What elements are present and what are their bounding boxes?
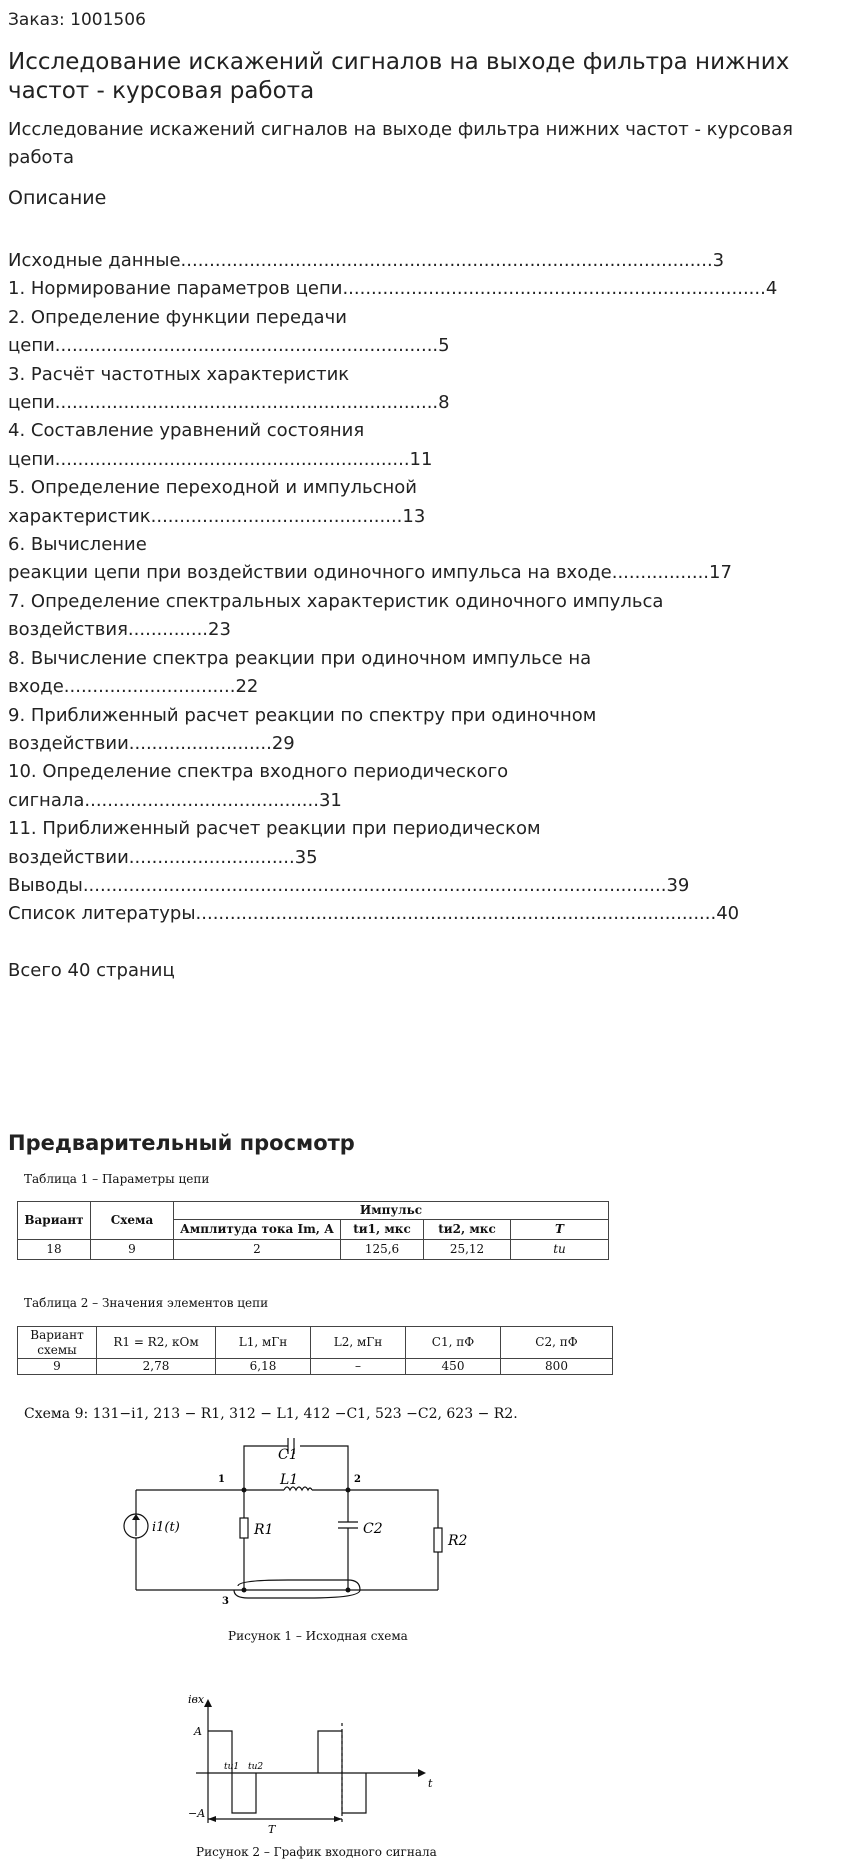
label-c2: C2 bbox=[363, 1521, 383, 1537]
table-row bbox=[18, 1359, 613, 1375]
table1 bbox=[17, 1201, 609, 1260]
table-cell: tи bbox=[511, 1240, 609, 1260]
preview-heading: Предварительный просмотр bbox=[8, 1131, 355, 1155]
total-pages: Всего 40 страниц bbox=[8, 960, 175, 981]
label-r2: R2 bbox=[448, 1533, 468, 1549]
table1-header-variant: Вариант bbox=[18, 1202, 91, 1240]
toc-line: воздействии.............................35 bbox=[8, 846, 318, 868]
graph-ti2-label: tи2 bbox=[248, 1762, 264, 1772]
toc-line: входе..............................22 bbox=[8, 676, 259, 698]
table2-header: Вариант схемы bbox=[18, 1327, 97, 1359]
table1-header-T: T bbox=[511, 1220, 609, 1240]
schema-description: Схема 9: 131−i1, 213 − R1, 312 − L1, 412 −C1, 523 −C2, 623 − R2. bbox=[24, 1406, 518, 1422]
node-label-1: 1 bbox=[218, 1474, 225, 1485]
label-source: i1(t) bbox=[152, 1520, 180, 1535]
circuit-diagram bbox=[108, 1438, 508, 1638]
table-cell: 125,6 bbox=[341, 1240, 424, 1260]
graph-neg-a-label: −A bbox=[188, 1807, 206, 1820]
toc-line: Выводы......................................................................................................39 bbox=[8, 874, 690, 896]
toc-line: Список литературы...........................................................................................40 bbox=[8, 903, 740, 925]
table-cell: 9 bbox=[91, 1240, 174, 1260]
toc-line: 6. Вычисление bbox=[8, 534, 147, 556]
toc-line: 10. Определение спектра входного периодического bbox=[8, 761, 509, 783]
toc-line: 4. Составление уравнений состояния bbox=[8, 420, 365, 442]
table-row bbox=[18, 1240, 609, 1260]
figure1-caption: Рисунок 1 – Исходная схема bbox=[228, 1629, 408, 1643]
table2-header: C1, пФ bbox=[406, 1327, 501, 1359]
table-cell: 2 bbox=[174, 1240, 341, 1260]
table1-header-ti1: tи1, мкс bbox=[341, 1220, 424, 1240]
table2-caption: Таблица 2 – Значения элементов цепи bbox=[24, 1296, 269, 1310]
toc-line: 3. Расчёт частотных характеристик bbox=[8, 363, 350, 385]
table-cell: 450 bbox=[406, 1359, 501, 1375]
table-cell: 6,18 bbox=[216, 1359, 311, 1375]
label-r1: R1 bbox=[254, 1522, 274, 1538]
node-label-3: 3 bbox=[222, 1596, 229, 1607]
toc-line: воздействия..............23 bbox=[8, 619, 231, 641]
table-cell: 25,12 bbox=[424, 1240, 511, 1260]
toc-line: цепи...................................................................5 bbox=[8, 335, 450, 357]
page-title: Исследование искажений сигналов на выходе фильтра нижних частот - курсовая работа bbox=[8, 49, 790, 104]
graph-t-label: t bbox=[428, 1777, 433, 1790]
toc-line: цепи..............................................................11 bbox=[8, 448, 433, 470]
table2-header: L2, мГн bbox=[311, 1327, 406, 1359]
toc-line: характеристик............................................13 bbox=[8, 505, 426, 527]
toc-line: 9. Приближенный расчет реакции по спектру при одиночном bbox=[8, 704, 597, 726]
table-cell: – bbox=[311, 1359, 406, 1375]
table2 bbox=[17, 1326, 613, 1375]
toc-line: 11. Приближенный расчет реакции при периодическом bbox=[8, 818, 541, 840]
table1-caption: Таблица 1 – Параметры цепи bbox=[24, 1172, 210, 1186]
toc-line: 5. Определение переходной и импульсной bbox=[8, 477, 417, 499]
toc-line: воздействии.........................29 bbox=[8, 732, 295, 754]
node-label-2: 2 bbox=[354, 1474, 361, 1485]
table-cell: 18 bbox=[18, 1240, 91, 1260]
label-c1: C1 bbox=[278, 1447, 298, 1463]
input-signal-graph bbox=[188, 1693, 448, 1843]
table-cell: 2,78 bbox=[97, 1359, 216, 1375]
toc-line: цепи...................................................................8 bbox=[8, 392, 450, 414]
graph-period-label: T bbox=[268, 1823, 276, 1836]
toc-line: 2. Определение функции передачи bbox=[8, 306, 347, 328]
order-number: Заказ: 1001506 bbox=[8, 10, 146, 30]
label-l1: L1 bbox=[280, 1472, 299, 1488]
lead-text: Исследование искажений сигналов на выходе фильтра нижних частот - курсовая работа bbox=[8, 119, 794, 168]
graph-y-label: iвх bbox=[188, 1693, 205, 1706]
table2-header: C2, пФ bbox=[501, 1327, 613, 1359]
table2-header: R1 = R2, кОм bbox=[97, 1327, 216, 1359]
table2-header: L1, мГн bbox=[216, 1327, 311, 1359]
toc-line: 1. Нормирование параметров цепи..........................................................................4 bbox=[8, 278, 778, 300]
figure2-caption: Рисунок 2 – График входного сигнала bbox=[196, 1845, 437, 1859]
table1-header-amplitude: Амплитуда тока Im, А bbox=[174, 1220, 341, 1240]
description-heading: Описание bbox=[8, 187, 107, 209]
toc-line: 7. Определение спектральных характеристик одиночного импульса bbox=[8, 590, 664, 612]
document-preview bbox=[8, 1165, 608, 1873]
graph-ti1-label: tи1 bbox=[224, 1762, 240, 1772]
toc-line: 8. Вычисление спектра реакции при одиночном импульсе на bbox=[8, 647, 592, 669]
toc-line: Исходные данные.............................................................................................3 bbox=[8, 250, 725, 271]
table1-header-scheme: Схема bbox=[91, 1202, 174, 1240]
table-cell: 800 bbox=[501, 1359, 613, 1375]
toc-line: реакции цепи при воздействии одиночного импульса на входе.................17 bbox=[8, 562, 732, 584]
table-cell: 9 bbox=[18, 1359, 97, 1375]
graph-a-label: A bbox=[194, 1725, 202, 1738]
table1-header-ti2: tи2, мкс bbox=[424, 1220, 511, 1240]
table-of-contents bbox=[8, 247, 847, 929]
table1-header-impulse: Импульс bbox=[174, 1202, 609, 1220]
toc-line: сигнала.........................................31 bbox=[8, 789, 342, 811]
